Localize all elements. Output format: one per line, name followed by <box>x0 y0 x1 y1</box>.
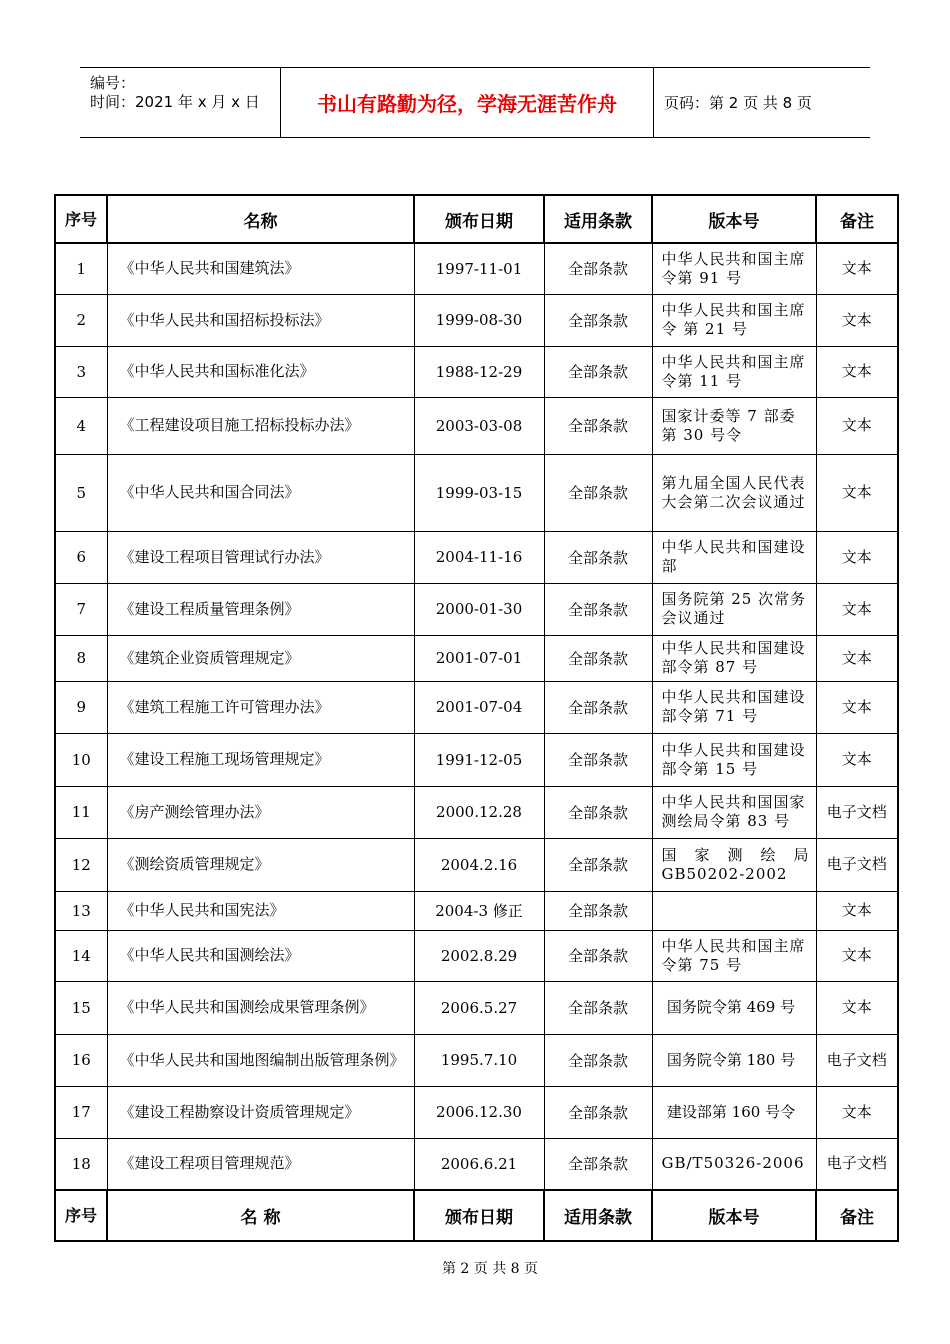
row-name: 《中华人民共和国招标投标法》 <box>107 294 414 346</box>
row-date: 2006.5.27 <box>414 981 544 1034</box>
row-version: 中华人民共和国主席令 第 21 号 <box>652 294 816 346</box>
row-date: 1999-08-30 <box>414 294 544 346</box>
row-version: 国家测绘局 GB50202-2002 <box>652 838 816 891</box>
row-clause: 全部条款 <box>544 1086 652 1138</box>
row-clause: 全部条款 <box>544 1138 652 1190</box>
page-footer: 第 2 页 共 8 页 <box>441 1261 539 1277</box>
number-label: 编号： <box>90 74 136 92</box>
row-date: 2004-11-16 <box>414 531 544 583</box>
header-date: 颁布日期 <box>414 195 544 243</box>
row-date: 2000-01-30 <box>414 583 544 635</box>
row-name: 《工程建设项目施工招标投标办法》 <box>107 397 414 454</box>
header-clause: 适用条款 <box>544 195 652 243</box>
row-seq: 15 <box>55 981 107 1034</box>
table-row <box>55 583 898 635</box>
header-name: 名称 <box>107 195 414 243</box>
row-version: 中华人民共和国主席令第 11 号 <box>652 346 816 397</box>
table-row <box>55 930 898 981</box>
row-date: 2001-07-04 <box>414 681 544 733</box>
row-version: 建设部第 160 号令 <box>652 1086 816 1138</box>
row-note: 文本 <box>816 1086 898 1138</box>
footer-note: 备注 <box>816 1190 898 1241</box>
row-note: 文本 <box>816 397 898 454</box>
row-seq: 13 <box>55 891 107 930</box>
row-seq: 8 <box>55 635 107 681</box>
row-note: 电子文档 <box>816 786 898 838</box>
row-note: 文本 <box>816 635 898 681</box>
row-version: 国务院令第 180 号 <box>652 1034 816 1086</box>
row-date: 2006.12.30 <box>414 1086 544 1138</box>
row-name: 《建筑工程施工许可管理办法》 <box>107 681 414 733</box>
row-clause: 全部条款 <box>544 930 652 981</box>
row-clause: 全部条款 <box>544 294 652 346</box>
table-row <box>55 838 898 891</box>
row-date: 2000.12.28 <box>414 786 544 838</box>
table-row <box>55 681 898 733</box>
row-clause: 全部条款 <box>544 786 652 838</box>
row-version <box>652 891 816 930</box>
table-row <box>55 397 898 454</box>
row-version: 中华人民共和国建设部令第 87 号 <box>652 635 816 681</box>
row-date: 2002.8.29 <box>414 930 544 981</box>
row-version: 中华人民共和国建设部令第 71 号 <box>652 681 816 733</box>
row-name: 《建设工程项目管理规范》 <box>107 1138 414 1190</box>
footer-name: 名 称 <box>107 1190 414 1241</box>
header-page-info: 页码：第 2 页 共 8 页 <box>664 94 812 112</box>
table-row <box>55 454 898 531</box>
row-version: 中华人民共和国建设部令第 15 号 <box>652 733 816 786</box>
row-version: GB/T50326-2006 <box>652 1138 816 1190</box>
row-clause: 全部条款 <box>544 891 652 930</box>
row-name: 《中华人民共和国测绘法》 <box>107 930 414 981</box>
row-note: 文本 <box>816 930 898 981</box>
regulations-table <box>54 194 899 1242</box>
table-row <box>55 243 898 294</box>
table-row <box>55 733 898 786</box>
header-motto: 书山有路勤为径，学海无涯苦作舟 <box>281 68 654 137</box>
row-note: 文本 <box>816 294 898 346</box>
row-note: 电子文档 <box>816 838 898 891</box>
row-clause: 全部条款 <box>544 1034 652 1086</box>
row-name: 《建设工程勘察设计资质管理规定》 <box>107 1086 414 1138</box>
table-row <box>55 346 898 397</box>
row-seq: 11 <box>55 786 107 838</box>
row-seq: 9 <box>55 681 107 733</box>
row-date: 1999-03-15 <box>414 454 544 531</box>
table-row <box>55 786 898 838</box>
row-name: 《中华人民共和国建筑法》 <box>107 243 414 294</box>
row-seq: 1 <box>55 243 107 294</box>
row-name: 《中华人民共和国测绘成果管理条例》 <box>107 981 414 1034</box>
footer-clause: 适用条款 <box>544 1190 652 1241</box>
header-seq: 序号 <box>55 195 107 243</box>
row-name: 《建设工程项目管理试行办法》 <box>107 531 414 583</box>
row-clause: 全部条款 <box>544 531 652 583</box>
row-note: 文本 <box>816 733 898 786</box>
row-date: 2006.6.21 <box>414 1138 544 1190</box>
row-date: 1995.7.10 <box>414 1034 544 1086</box>
row-seq: 14 <box>55 930 107 981</box>
row-note: 文本 <box>816 681 898 733</box>
row-version: 中华人民共和国国家测绘局令第 83 号 <box>652 786 816 838</box>
row-date: 1991-12-05 <box>414 733 544 786</box>
row-version: 第九届全国人民代表大会第二次会议通过 <box>652 454 816 531</box>
row-date: 2003-03-08 <box>414 397 544 454</box>
row-clause: 全部条款 <box>544 733 652 786</box>
row-clause: 全部条款 <box>544 346 652 397</box>
row-clause: 全部条款 <box>544 583 652 635</box>
table-row <box>55 635 898 681</box>
row-note: 文本 <box>816 346 898 397</box>
table-row <box>55 981 898 1034</box>
row-clause: 全部条款 <box>544 243 652 294</box>
row-seq: 6 <box>55 531 107 583</box>
row-seq: 10 <box>55 733 107 786</box>
row-date: 2004-3 修正 <box>414 891 544 930</box>
row-date: 2001-07-01 <box>414 635 544 681</box>
row-clause: 全部条款 <box>544 454 652 531</box>
header-version: 版本号 <box>652 195 816 243</box>
row-seq: 3 <box>55 346 107 397</box>
table-row <box>55 891 898 930</box>
table-row <box>55 531 898 583</box>
row-seq: 2 <box>55 294 107 346</box>
row-name: 《房产测绘管理办法》 <box>107 786 414 838</box>
row-seq: 16 <box>55 1034 107 1086</box>
header-meta <box>80 68 281 137</box>
row-note: 文本 <box>816 243 898 294</box>
row-seq: 4 <box>55 397 107 454</box>
time-label: 时间：2021 年 x 月 x 日 <box>90 93 260 111</box>
row-version: 中华人民共和国主席令第 91 号 <box>652 243 816 294</box>
row-seq: 12 <box>55 838 107 891</box>
row-date: 1988-12-29 <box>414 346 544 397</box>
table-row <box>55 294 898 346</box>
row-version: 中华人民共和国主席令第 75 号 <box>652 930 816 981</box>
table-footer-row <box>55 1190 898 1241</box>
row-note: 文本 <box>816 454 898 531</box>
row-note: 文本 <box>816 891 898 930</box>
row-clause: 全部条款 <box>544 681 652 733</box>
row-name: 《测绘资质管理规定》 <box>107 838 414 891</box>
row-clause: 全部条款 <box>544 397 652 454</box>
document-header <box>80 67 870 138</box>
row-note: 文本 <box>816 583 898 635</box>
row-date: 2004.2.16 <box>414 838 544 891</box>
row-version: 国务院第 25 次常务会议通过 <box>652 583 816 635</box>
row-seq: 5 <box>55 454 107 531</box>
row-version: 国务院令第 469 号 <box>652 981 816 1034</box>
row-name: 《建筑企业资质管理规定》 <box>107 635 414 681</box>
row-name: 《中华人民共和国地图编制出版管理条例》 <box>107 1034 414 1086</box>
row-name: 《中华人民共和国合同法》 <box>107 454 414 531</box>
row-version: 中华人民共和国建设部 <box>652 531 816 583</box>
row-clause: 全部条款 <box>544 635 652 681</box>
table-row <box>55 1138 898 1190</box>
row-note: 电子文档 <box>816 1138 898 1190</box>
footer-date: 颁布日期 <box>414 1190 544 1241</box>
row-clause: 全部条款 <box>544 981 652 1034</box>
row-note: 文本 <box>816 981 898 1034</box>
row-version: 国家计委等 7 部委第 30 号令 <box>652 397 816 454</box>
row-name: 《中华人民共和国宪法》 <box>107 891 414 930</box>
row-seq: 7 <box>55 583 107 635</box>
row-seq: 18 <box>55 1138 107 1190</box>
footer-seq: 序号 <box>55 1190 107 1241</box>
header-note: 备注 <box>816 195 898 243</box>
row-clause: 全部条款 <box>544 838 652 891</box>
row-date: 1997-11-01 <box>414 243 544 294</box>
table-header-row <box>55 195 898 243</box>
table-row <box>55 1086 898 1138</box>
row-seq: 17 <box>55 1086 107 1138</box>
row-name: 《建设工程质量管理条例》 <box>107 583 414 635</box>
row-note: 文本 <box>816 531 898 583</box>
row-name: 《建设工程施工现场管理规定》 <box>107 733 414 786</box>
row-note: 电子文档 <box>816 1034 898 1086</box>
footer-version: 版本号 <box>652 1190 816 1241</box>
table-row <box>55 1034 898 1086</box>
row-name: 《中华人民共和国标准化法》 <box>107 346 414 397</box>
